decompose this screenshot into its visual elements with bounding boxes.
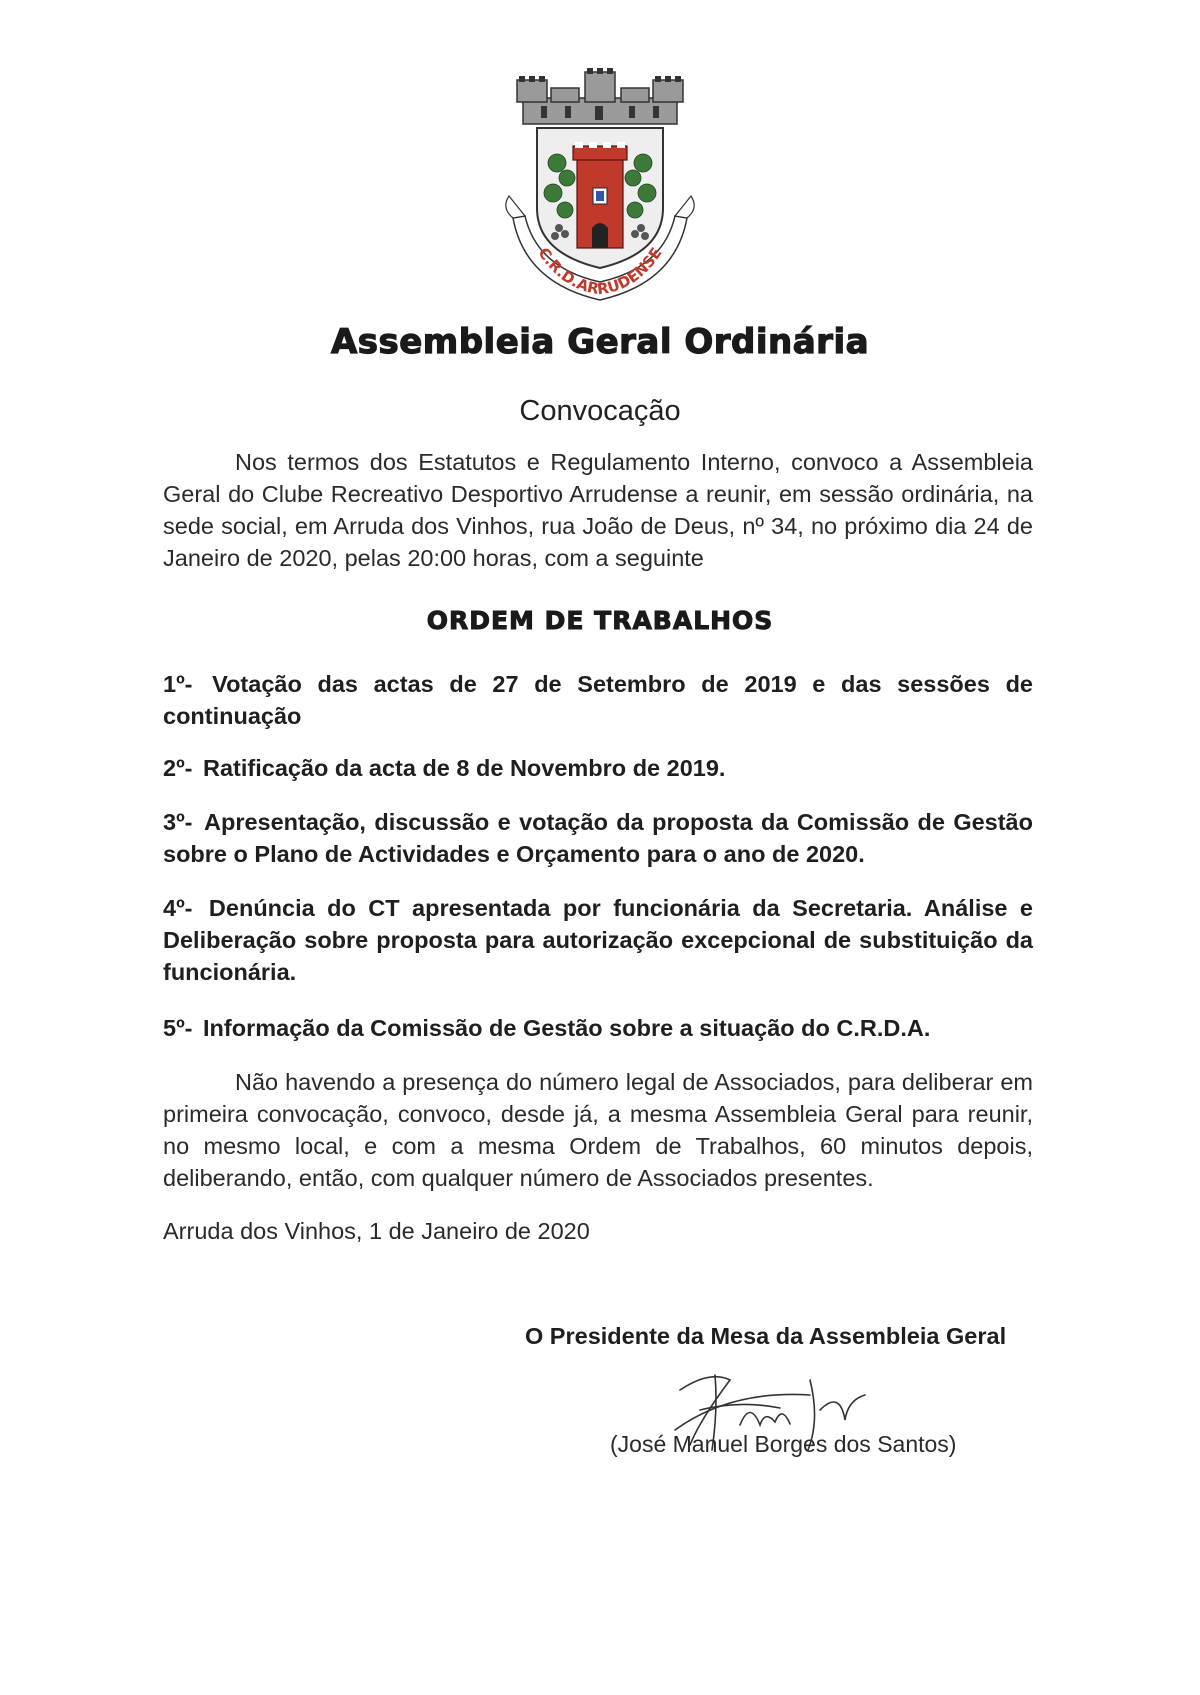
agenda-item-text: Ratificação da acta de 8 de Novembro de 2019. (203, 755, 726, 781)
agenda-item (163, 806, 1033, 870)
agenda-item (163, 752, 1033, 784)
agenda-item (163, 668, 1033, 732)
document-title: Assembleia Geral Ordinária (330, 322, 870, 362)
agenda-item-text: Apresentação, discussão e votação da proposta da Comissão de Gestão sobre o Plano de Actividades e Orçamento para o ano de 2020. (163, 809, 1033, 867)
signatory-role: O Presidente da Mesa da Assembleia Geral (525, 1323, 1007, 1349)
document-subtitle: Convocação (519, 395, 681, 427)
agenda-item (163, 892, 1033, 988)
agenda-item-number: 1º- (163, 671, 193, 697)
agenda-item-text: Votação das actas de 27 de Setembro de 2019 e das sessões de continuação (163, 671, 1033, 729)
agenda-item-number: 2º- (163, 755, 193, 781)
agenda-item-text: Denúncia do CT apresentada por funcionária da Secretaria. Análise e Deliberação sobre proposta para autorização excepcional de substituição da funcionária. (163, 895, 1033, 985)
closing-paragraph: Não havendo a presença do número legal de Associados, para deliberar em primeira convocação, convoco, desde já, a mesma Assembleia Geral para reunir, no mesmo local, e com a mesma Ordem de Trabalhos, 60 minutos depois, deliberando, então, com qualquer número de Associados presentes. (163, 1069, 1033, 1191)
agenda-item-number: 5º- (163, 1015, 193, 1041)
signatory-name: (José Manuel Borges dos Santos) (610, 1431, 957, 1457)
crest-motto: C.R.D.ARRUDENSE (534, 244, 666, 299)
club-crest-logo (495, 68, 705, 308)
agenda-item-number: 3º- (163, 809, 193, 835)
place-and-date: Arruda dos Vinhos, 1 de Janeiro de 2020 (163, 1218, 590, 1244)
agenda-item-text: Informação da Comissão de Gestão sobre a situação do C.R.D.A. (203, 1015, 931, 1041)
agenda-item (163, 1012, 1033, 1044)
intro-paragraph: Nos termos dos Estatutos e Regulamento Interno, convoco a Assembleia Geral do Clube Recreativo Desportivo Arrudense a reunir, em sessão ordinária, na sede social, em Arruda dos Vinhos, rua João de Deus, nº 34, no próximo dia 24 de Janeiro de 2020, pelas 20:00 horas, com a seguinte (163, 449, 1033, 571)
agenda-item-number: 4º- (163, 895, 193, 921)
agenda-heading: ORDEM DE TRABALHOS (426, 606, 774, 635)
